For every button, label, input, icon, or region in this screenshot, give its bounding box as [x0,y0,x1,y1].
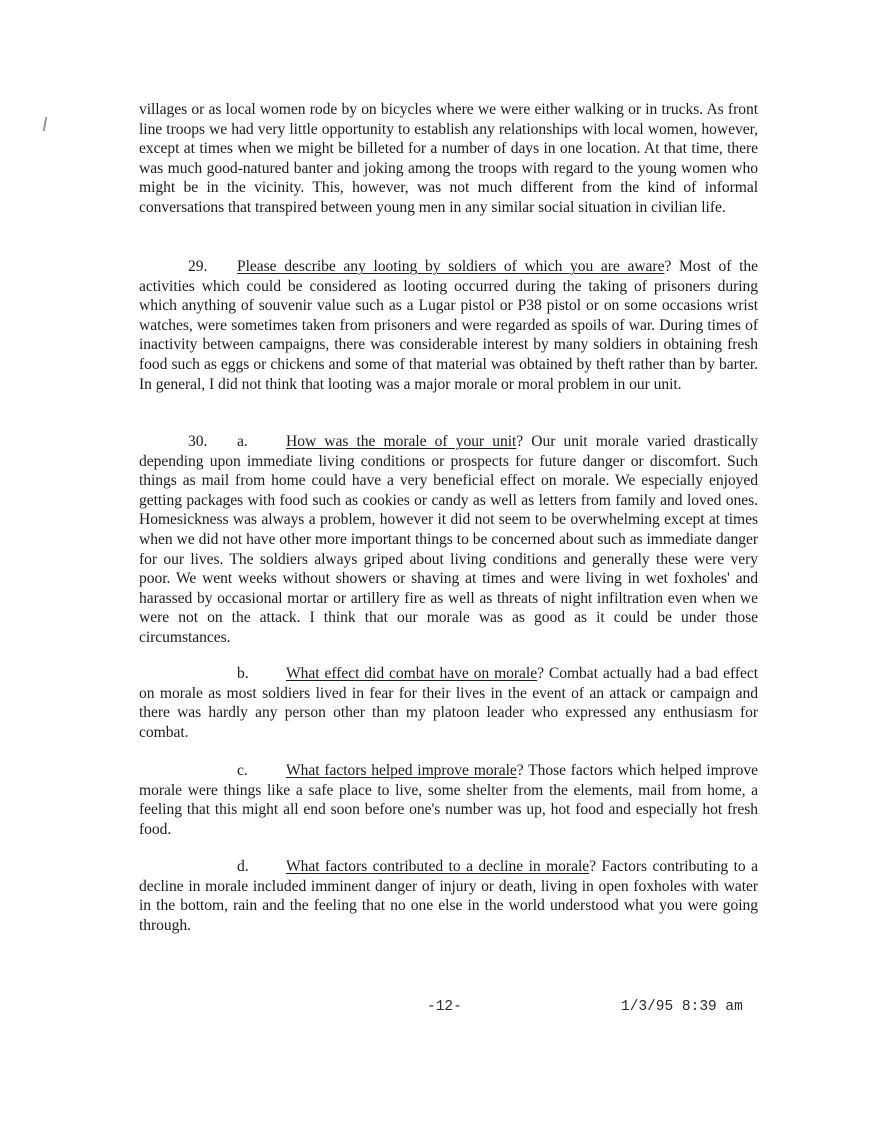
answer-text: ? Factors contributing to a decline in morale included imminent danger of injury or death, living in open foxholes with water in the bottom, rain and the feeling that no one else in the world understood what you were going through. [139,858,758,934]
answer-text: ? Those factors which helped improve morale were things like a safe place to live, some shelter from the elements, mail from home, a feeling that this might all end soon before one's number was up, hot food and especially hot fresh food. [139,762,758,838]
answer-text: ? Most of the activities which could be considered as looting occurred during the taking of prisoners during which anything of souvenir value such as a Lugar pistol or P38 pistol or on some occasions wrist watches, were sometimes taken from prisoners and were regarded as spoils of war. During times of inactivity between campaigns, there was considerable interest by many soldiers in obtaining fresh food such as eggs or chickens and some of that material was obtained by theft rather than by barter. In general, I did not think that looting was a major morale or moral problem in our unit. [139,258,758,393]
sub-question-letter: b. [237,665,249,682]
question-30b-paragraph [139,664,758,742]
question-text: What factors helped improve morale [286,762,517,779]
scan-artifact-mark [43,117,47,131]
sub-question-letter: a. [237,433,248,450]
question-29-paragraph [139,257,758,394]
question-text: What effect did combat have on morale [286,665,538,682]
sub-question-letter: d. [237,858,249,875]
sub-question-letter: c. [237,762,248,779]
question-number: 30. [188,433,208,450]
question-text: Please describe any looting by soldiers of which you are aware [237,258,665,275]
question-30c-paragraph [139,761,758,839]
page-number: -12- [427,999,462,1015]
answer-text: ? Our unit morale varied drastically depending upon immediate living conditions or prospects for future danger or discomfort. Such things as mail from home could have a very beneficial effect on morale. We especially enjoyed getting packages with food such as cookies or candy as well as letters from family and loved ones. Homesickness was always a problem, however it did not seem to be overwhelming except at times when we did not have other more important things to be concerned about such as immediate danger for our lives. The soldiers always griped about living conditions and generally these were very poor. We went weeks without showers or shaving at times and were living in wet foxholes' and harassed by occasional mortar or artillery fire as well as threats of night infiltration even when we were not on the attack. I think that our morale was as good as it could be under those circumstances. [139,433,759,646]
answer-text: ? Combat actually had a bad effect on morale as most soldiers lived in fear for their lives in the event of an attack or campaign and there was hardly any person other than my platoon leader who expressed any enthusiasm for combat. [139,665,758,741]
footer-timestamp: 1/3/95 8:39 am [621,999,743,1015]
question-30a-paragraph [139,432,758,648]
question-number: 29. [188,258,208,275]
question-text: How was the morale of your unit [286,433,517,450]
intro-paragraph: villages or as local women rode by on bicycles where we were either walking or in trucks. As front line troops we had very little opportunity to establish any relationships with local women, however, except at times when we might be billeted for a number of days in one location. At that time, there was much good-natured banter and joking among the troops with regard to the young women who might be in the vicinity. This, however, was not much different from the kind of informal conversations that transpired between young men in any similar social situation in civilian life. [139,101,758,216]
question-text: What factors contributed to a decline in morale [286,858,590,875]
question-30d-paragraph [139,857,758,935]
